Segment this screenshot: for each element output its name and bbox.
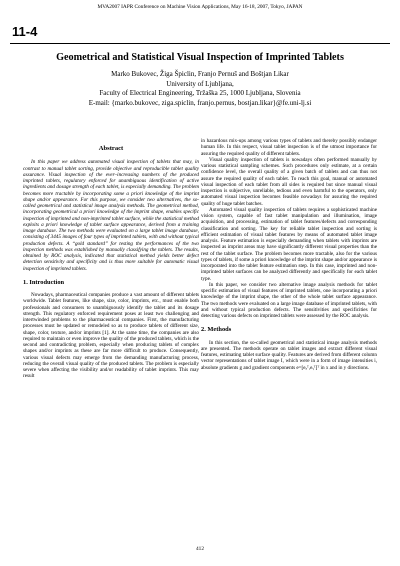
abstract-text: In this paper we address automated visual inspection of tablets that may, in contrast to manual tablet sorting, provide objective and reproducible tablet quality assurance. Visual inspection of the ever–increasing numbers of the produced imprinted tablets, regulatory enforced for unambiguous identification of active ingredients and dosage strength of each tablet, is especially demanding. The problem becomes more tractable by incorporating some a priori knowledge of the imprint shape and/or appearance. For this purpose, we consider two alternatives, the so-called geometrical and statistical image analysis methods. The geometrical method, incorporating geometrical a priori knowledge of the imprint shape, enables specific inspection of imprinted and non-imprinted tablet surface, while the statistical method exploits a priori knowledge of tablet surface appearance, derived from a training image database. The two methods were evaluated on a large tablet image database, consisting of 3445 images of four types of imprinted tablets, with and without typical production defects. A “gold standard” for testing the performances of the two inspection methods was established by manually classifying the tablets. The results, obtained by ROC analysis, indicated that statistical method yields better defect detection sensitivity and specificity and is thus more suitable for automatic visual inspection of imprinted tablets. [23, 159, 199, 272]
paragraph: Visual quality inspection of tablets is nowadays often performed manually by various statistical sampling schemes. Such procedures only estimate, at a certain confidence level, the overall quality of a given batch of tablets and can thus not assure the required quality of each tablet. To reach this goal, manual or automated visual inspection of each tablet from all sides is required but since manual visual inspection is subjective, unreliable, tedious and even harmful to the operators, only automated visual inspection becomes feasible nowadays for assuring the required quality of huge tablet batches. [201, 156, 377, 207]
header-rule [10, 43, 390, 44]
paragraph: Automated visual quality inspection of tablets requires a sophisticated machine vision system, capable of fast tablet manipulation and illumination, image acquisition, and processing, estimation of tablet features/defects and corresponding classification and sorting. The key for reliable tablet inspection and sorting is efficient estimation of visual tablet features by means of automated tablet image analysis. Feature estimation is especially demanding when tablets with imprints are inspected as imprint areas may have significantly different visual properties than the rest of the tablet surface. The problem becomes more tractable, also for the various types of tablets, if some a priori knowledge of the imprint shape and/or appearance is incorporated into the tablet feature estimation step. In this case, imprinted and non-imprinted tablet surfaces can be analyzed differently and specifically for each tablet type. [201, 206, 377, 282]
author-block [0, 70, 400, 108]
methods-paragraph: In this section, the so-called geometrical and statistical image analysis methods are presented. The methods operate on tablet images and extract different visual features, estimating tablet surface quality. Features are derived from different column vector representations of tablet image I, which were in a form of image intensities i, absolute gradients g and gradient components e=[eₓᵀ,eᵧᵀ]ᵀ in x and in y directions. [201, 339, 377, 371]
session-tag: 11-4 [12, 24, 38, 39]
introduction-paragraph: Nowadays, pharmaceutical companies produce a vast amount of different tablets worldwide. Tablet features, like shape, size, color, imprints, etc., must enable both professionals and consumers to unambiguously identify the tablet and its dosage strength. This regulatory enforced requirement poses at least two challenging and intertwinded problems to the pharmaceutical companies. First, the manufacturing processes must be updated or remodeled so as to produce tablets of different size, shape, color, texture, and/or imprints [1]. At the same time, the companies are also required to maintain or even improve the quality of the produced tablets, which is the second and contradicting problem, especially when producing tablets of complex shapes and/or imprints as these are far more difficult to produce. Consequently, various visual defects may emerge from the demanding manufacturing process, reducing the overall visual quality of the produced tablets. The problem is especially severe when affecting the visibility and/or readability of tablet imprints. This may result [23, 292, 199, 380]
left-column [23, 144, 199, 380]
affiliation-university: University of Ljubljana, [166, 79, 234, 88]
abstract-heading: Abstract [98, 145, 124, 152]
paragraph: In this paper, we consider two alternative image analysis methods for tablet specific estimation of visual features of imprinted tablets, one incorporating a priori knowledge of the imprint shape, the other of the whole tablet surface appearance. The two methods were evaluated on a large image database of imprinted tablets, with and without typical production defects. The sensitivities and specificities for detecting various defects on imprinted tablets were assessed by the ROC analysis. [201, 281, 377, 319]
paper-title: Geometrical and Statistical Visual Inspection of Imprinted Tablets [56, 52, 344, 63]
email-line: E-mail: {marko.bukovec, ziga.spiclin, franjo.pernus, bostjan.likar}@fe.uni-lj.si [88, 98, 312, 107]
conference-header: MVA2007 IAPR Conference on Machine Vision Applications, May 16-18, 2007, Tokyo, JAPAN [97, 4, 303, 10]
introduction-heading: 1. Introduction [23, 278, 65, 286]
right-column [201, 138, 377, 371]
authors: Marko Bukovec, Žiga Špiclin, Franjo Pernuš and Boštjan Likar [111, 70, 289, 78]
paragraph-continued: in hazardous mix-ups among various types of tablets and thereby possibly endanger human life. In this respect, visual tablet inspection is of the utmost importance for assuring the required quality of different tablets. [201, 138, 377, 157]
affiliation-faculty: Faculty of Electrical Engineering, Tržaška 25, 1000 Ljubljana, Slovenia [99, 89, 301, 98]
page-number: 412 [196, 546, 204, 552]
methods-heading: 2. Methods [201, 326, 232, 334]
